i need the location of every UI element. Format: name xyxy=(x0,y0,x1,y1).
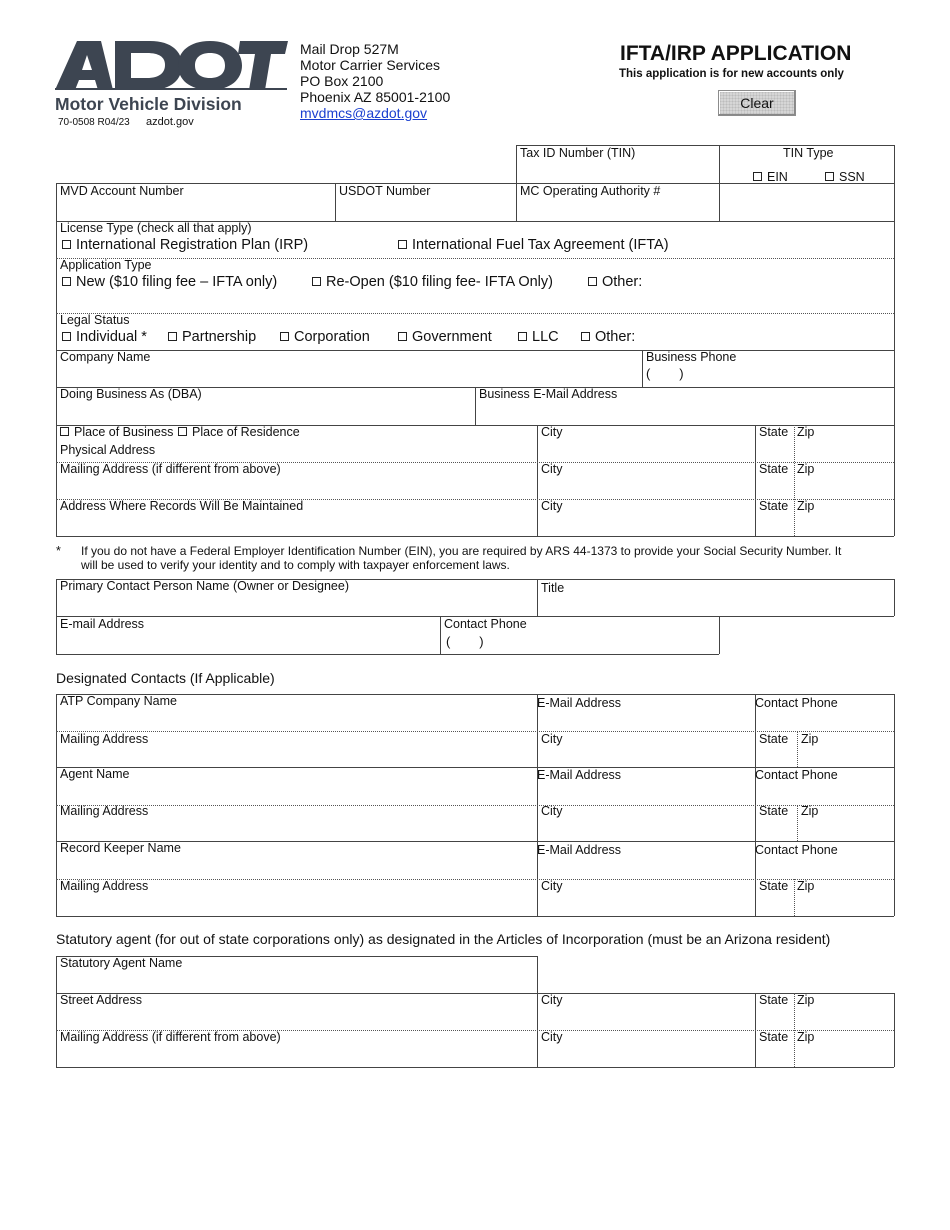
ssn-label: SSN xyxy=(839,170,865,184)
checkbox-icon xyxy=(581,332,590,341)
license-type-label: License Type (check all that apply) xyxy=(60,221,252,235)
legal-corporation-label: Corporation xyxy=(294,329,370,345)
city-label: City xyxy=(541,462,563,476)
ein-checkbox[interactable] xyxy=(753,170,788,184)
atp-company-name-label: ATP Company Name xyxy=(60,694,177,708)
app-new-label: New ($10 filing fee – IFTA only) xyxy=(76,274,278,290)
title-input[interactable] xyxy=(538,595,893,615)
statutory-mailing-label: Mailing Address (if different from above) xyxy=(60,1030,281,1044)
mvd-account-label: MVD Account Number xyxy=(60,184,184,198)
legal-other-checkbox[interactable] xyxy=(581,329,635,345)
state-label: State xyxy=(759,804,789,818)
legal-partnership-label: Partnership xyxy=(182,329,257,345)
city-label: City xyxy=(541,499,563,513)
footnote-line: If you do not have a Federal Employer Identification Number (EIN), you are required by ARS 44-1373 to provide your Social Security Number. It xyxy=(81,544,842,558)
zip-label: Zip xyxy=(797,1030,815,1044)
application-type-label: Application Type xyxy=(60,258,152,272)
website: azdot.gov xyxy=(146,116,194,128)
place-of-residence-checkbox[interactable] xyxy=(178,425,300,439)
tin-type-label: TIN Type xyxy=(783,146,834,160)
address-line: Phoenix AZ 85001-2100 xyxy=(300,89,451,105)
footnote-line: will be used to verify your identity and to comply with taxpayer enforcement laws. xyxy=(81,558,510,572)
division-name: Motor Vehicle Division xyxy=(55,94,242,114)
statutory-heading: Statutory agent (for out of state corporations only) as designated in the Articles of Incorporation (must be an Arizona resident) xyxy=(56,931,831,947)
zip-label: Zip xyxy=(797,879,815,893)
place-of-residence-label: Place of Residence xyxy=(192,425,300,439)
contact-phone-input[interactable]: ( ) xyxy=(446,634,484,649)
checkbox-icon xyxy=(60,427,69,436)
checkbox-icon xyxy=(398,332,407,341)
record-keeper-phone-label: Contact Phone xyxy=(755,843,838,857)
city-label: City xyxy=(541,1030,563,1044)
records-address-label: Address Where Records Will Be Maintained xyxy=(60,499,304,513)
agent-phone-label: Contact Phone xyxy=(755,768,838,782)
irp-checkbox[interactable] xyxy=(62,237,308,253)
checkbox-icon xyxy=(398,240,407,249)
agent-mailing-label: Mailing Address xyxy=(60,804,149,818)
physical-address-label: Physical Address xyxy=(60,443,156,457)
state-label: State xyxy=(759,425,789,439)
primary-contact-name-label: Primary Contact Person Name (Owner or Designee) xyxy=(60,579,349,593)
form-subtitle: This application is for new accounts only xyxy=(619,68,844,80)
zip-label: Zip xyxy=(797,993,815,1007)
tin-input[interactable] xyxy=(517,160,718,182)
primary-contact-name-input[interactable] xyxy=(57,594,536,615)
state-label: State xyxy=(759,879,789,893)
record-keeper-mailing-label: Mailing Address xyxy=(60,879,149,893)
tin-label: Tax ID Number (TIN) xyxy=(520,146,636,160)
legal-government-checkbox[interactable] xyxy=(398,329,492,345)
legal-partnership-checkbox[interactable] xyxy=(168,329,256,345)
street-address-label: Street Address xyxy=(60,993,142,1007)
state-label: State xyxy=(759,499,789,513)
title-label: Title xyxy=(541,581,565,595)
mvd-account-input[interactable] xyxy=(57,198,334,220)
app-reopen-checkbox[interactable] xyxy=(312,274,553,290)
ifta-label: International Fuel Tax Agreement (IFTA) xyxy=(412,237,669,253)
mailing-address-block xyxy=(300,41,450,121)
address-line: PO Box 2100 xyxy=(300,73,384,89)
zip-label: Zip xyxy=(797,462,815,476)
legal-status-label: Legal Status xyxy=(60,313,130,327)
checkbox-icon xyxy=(168,332,177,341)
usdot-label: USDOT Number xyxy=(339,184,431,198)
state-label: State xyxy=(759,462,789,476)
checkbox-icon xyxy=(753,172,762,181)
business-email-label: Business E-Mail Address xyxy=(479,387,618,401)
clear-button[interactable]: Clear xyxy=(718,90,796,116)
legal-other-label: Other: xyxy=(595,329,636,345)
legal-individual-checkbox[interactable] xyxy=(62,329,147,345)
agent-name-label: Agent Name xyxy=(60,767,130,781)
company-name-label: Company Name xyxy=(60,350,151,364)
app-new-checkbox[interactable] xyxy=(62,274,277,290)
adot-logo xyxy=(55,38,290,118)
app-reopen-label: Re-Open ($10 filing fee- IFTA Only) xyxy=(326,274,553,290)
form-number: 70-0508 R04/23 xyxy=(58,117,130,128)
form-title: IFTA/IRP APPLICATION xyxy=(620,42,852,65)
contact-email-input[interactable] xyxy=(57,632,439,653)
email-link[interactable]: mvdmcs@azdot.gov xyxy=(300,105,428,121)
mailing-address-label: Mailing Address (if different from above) xyxy=(60,462,281,476)
legal-llc-checkbox[interactable] xyxy=(518,329,559,345)
statutory-agent-name-input[interactable] xyxy=(57,971,536,992)
checkbox-icon xyxy=(178,427,187,436)
dba-input[interactable] xyxy=(57,402,474,424)
legal-other-input[interactable] xyxy=(638,329,890,347)
mc-authority-input[interactable] xyxy=(517,198,718,220)
city-label: City xyxy=(541,804,563,818)
irp-label: International Registration Plan (IRP) xyxy=(76,237,309,253)
checkbox-icon xyxy=(518,332,527,341)
city-label: City xyxy=(541,879,563,893)
legal-corporation-checkbox[interactable] xyxy=(280,329,370,345)
designated-heading: Designated Contacts (If Applicable) xyxy=(56,670,275,686)
usdot-input[interactable] xyxy=(336,198,515,220)
place-of-business-checkbox[interactable] xyxy=(60,425,173,439)
footnote-star: * xyxy=(56,544,61,558)
address-line: Motor Carrier Services xyxy=(300,57,441,73)
zip-label: Zip xyxy=(801,804,819,818)
address-line: Mail Drop 527M xyxy=(300,41,399,57)
ssn-checkbox[interactable] xyxy=(825,170,865,184)
city-label: City xyxy=(541,425,563,439)
state-label: State xyxy=(759,993,789,1007)
checkbox-icon xyxy=(312,277,321,286)
atp-phone-label: Contact Phone xyxy=(755,696,838,710)
legal-individual-label: Individual * xyxy=(76,329,147,345)
app-other-input[interactable] xyxy=(645,274,890,292)
atp-email-label: E-Mail Address xyxy=(537,696,622,710)
zip-label: Zip xyxy=(797,425,815,439)
business-email-input[interactable] xyxy=(476,402,893,424)
company-name-input[interactable] xyxy=(57,365,641,386)
app-other-checkbox[interactable] xyxy=(588,274,642,290)
dba-label: Doing Business As (DBA) xyxy=(60,387,202,401)
ifta-checkbox[interactable] xyxy=(398,237,669,253)
state-label: State xyxy=(759,1030,789,1044)
state-label: State xyxy=(759,732,789,746)
checkbox-icon xyxy=(588,277,597,286)
atp-mailing-label: Mailing Address xyxy=(60,732,149,746)
business-phone-input[interactable]: ( ) xyxy=(646,366,684,381)
city-label: City xyxy=(541,732,563,746)
app-other-label: Other: xyxy=(602,274,643,290)
zip-label: Zip xyxy=(797,499,815,513)
city-label: City xyxy=(541,993,563,1007)
checkbox-icon xyxy=(62,240,71,249)
business-phone-label: Business Phone xyxy=(646,350,737,364)
checkbox-icon xyxy=(825,172,834,181)
zip-label: Zip xyxy=(801,732,819,746)
contact-email-label: E-mail Address xyxy=(60,617,145,631)
checkbox-icon xyxy=(62,332,71,341)
statutory-agent-name-label: Statutory Agent Name xyxy=(60,956,183,970)
legal-llc-label: LLC xyxy=(532,329,559,345)
record-keeper-name-label: Record Keeper Name xyxy=(60,841,181,855)
checkbox-icon xyxy=(280,332,289,341)
contact-phone-label: Contact Phone xyxy=(444,617,527,631)
ein-label: EIN xyxy=(767,170,788,184)
place-of-business-label: Place of Business xyxy=(74,425,174,439)
record-keeper-email-label: E-Mail Address xyxy=(537,843,622,857)
adot-logo-icon xyxy=(55,38,290,93)
mc-authority-label: MC Operating Authority # xyxy=(520,184,661,198)
legal-government-label: Government xyxy=(412,329,492,345)
agent-email-label: E-Mail Address xyxy=(537,768,622,782)
checkbox-icon xyxy=(62,277,71,286)
